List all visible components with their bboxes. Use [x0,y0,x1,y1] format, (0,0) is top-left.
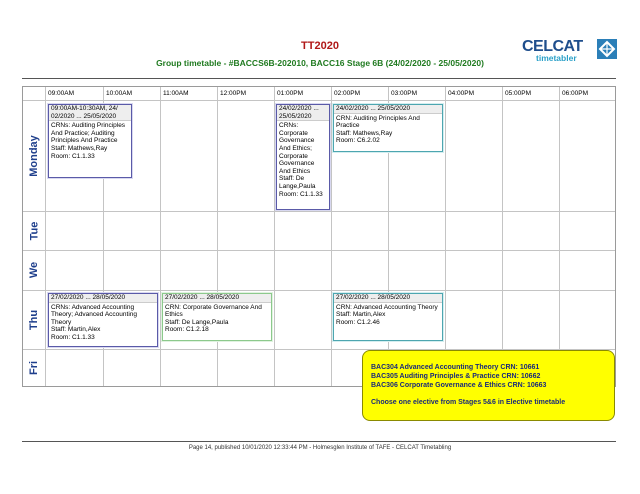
note-footer: Choose one elective from Stages 5&6 in Elective timetable [371,399,566,406]
event-header: 09:00AM-10:30AM, 24/ 02/2020 ... 25/05/2020 [49,105,131,121]
logo-brand: CELCAT [522,38,583,55]
footer-divider [22,441,616,442]
event-block[interactable] [333,104,443,152]
time-header: 02:00PM [334,90,361,97]
grid-line [23,250,615,251]
event-staff: Staff: Martin,Alex [336,311,386,319]
grid-line [217,87,218,386]
day-label-text: Thu [27,309,40,330]
grid-line [45,87,46,386]
grid-line [23,211,615,212]
event-room: Room: C1.1.33 [279,190,323,198]
time-header: 01:00PM [277,90,304,97]
note-line: BAC306 Corporate Governance & Ethics CRN: 10663 [371,382,547,389]
event-staff: Staff: Martin,Alex [51,326,101,334]
logo-sub: timetabler [536,53,577,63]
page-footer: Page 14, published 10/01/2020 12:33:44 PM - Holmesglen Institute of TAFE - CELCAT Timetabling [188,445,452,451]
event-header: 27/02/2020 ... 28/05/2020 [163,294,271,303]
time-header: 11:00AM [163,90,189,97]
page-title: TT2020 [301,40,339,52]
time-header: 06:00PM [562,90,589,97]
day-label-text: We [28,261,40,279]
event-header: 27/02/2020 ... 28/05/2020 [49,294,157,303]
event-block[interactable] [48,104,132,178]
event-staff: Staff: De Lange,Paula [165,318,229,326]
event-staff: Staff: Mathews,Ray [51,144,108,152]
event-staff: Staff: Mathews,Ray [336,129,393,137]
event-block[interactable] [333,293,443,341]
day-label-wednesday [23,250,45,290]
note-line: BAC305 Auditing Principles & Practice CRN: 10662 [371,373,541,380]
event-crn: CRN: Advanced Accounting Theory [336,303,438,311]
header-divider [22,78,616,79]
event-block[interactable] [162,293,272,341]
event-staff: Staff: De Lange,Paula [279,175,316,190]
celcat-mark-icon [597,39,617,59]
event-crn: CRNs: Corporate Governance And Ethics; Corporate Governance And Ethics [279,122,315,175]
day-label-friday [23,349,45,387]
event-crn: CRNs: Advanced Accounting Theory; Advanced Accounting Theory [51,303,138,326]
event-header: 27/02/2020 ... 28/05/2020 [334,294,442,303]
day-label-tuesday [23,211,45,250]
event-crn: CRN: Auditing Principles And Practice [336,114,420,130]
event-crn: CRN: Corporate Governance And Ethics [165,303,262,319]
grid-line [559,87,560,386]
time-header: 05:00PM [505,90,532,97]
grid-line [502,87,503,386]
grid-line [23,290,615,291]
event-room: Room: C1.1.33 [51,152,95,160]
grid-line [23,100,615,101]
time-header: 03:00PM [391,90,418,97]
event-room: Room: C1.2.18 [165,326,209,334]
time-header: 04:00PM [448,90,475,97]
event-crn: CRNs: Auditing Principles And Practice; Auditing Principles And Practice [51,122,126,145]
grid-line [331,87,332,386]
page-subtitle: Group timetable - #BACCS6B-202010, BACC16 Stage 6B (24/02/2020 - 25/05/2020) [156,58,484,68]
time-header: 10:00AM [106,90,133,97]
day-label-monday [23,100,45,211]
grid-line [445,87,446,386]
day-label-thursday [23,290,45,349]
event-block[interactable] [48,293,158,347]
grid-line [274,87,275,386]
event-block[interactable] [276,104,330,210]
grid-line [160,87,161,386]
event-header: 24/02/2020 ... 25/05/2020 [334,105,442,114]
elective-note [362,350,615,421]
event-room: Room: C1.2.46 [336,318,380,326]
time-header: 12:00PM [220,90,247,97]
day-label-text: Tue [28,221,40,240]
note-line: BAC304 Advanced Accounting Theory CRN: 10661 [371,364,540,371]
celcat-logo [522,38,618,64]
day-label-text: Monday [28,134,40,177]
day-label-text: Fri [28,360,40,376]
event-room: Room: C6.2.02 [336,137,380,145]
time-header: 09:00AM [48,90,75,97]
event-room: Room: C1.1.33 [51,333,95,341]
event-header: 24/02/2020 ... 25/05/2020 [277,105,329,121]
timetable-grid [22,86,616,387]
